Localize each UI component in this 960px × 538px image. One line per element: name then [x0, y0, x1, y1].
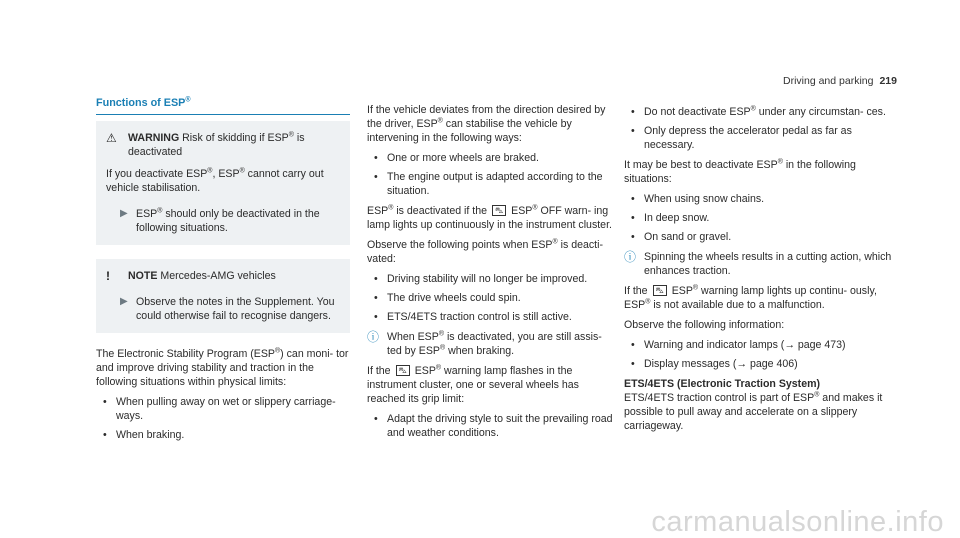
paragraph: Observe the following information: — [624, 319, 785, 331]
warning-heading: WARNING Risk of skidding if ESP® is deactivated — [128, 131, 305, 158]
list-item: • When using snow chains. — [624, 192, 902, 206]
list-item: • When pulling away on wet or slippery carriage- ways. — [96, 395, 350, 423]
list-item: • The drive wheels could spin. — [367, 291, 617, 305]
paragraph: It may be best to deactivate ESP® in the following situations: — [624, 158, 856, 185]
info-note: ⓘ Spinning the wheels results in a cutting action, which enhances traction. — [624, 250, 892, 277]
info-icon: ⓘ — [367, 330, 380, 344]
list-item: • The engine output is adapted according to the situation. — [367, 170, 617, 198]
paragraph: Observe the following points when ESP® is deacti- vated: — [367, 238, 604, 265]
warning-text: If you deactivate ESP®, ESP® cannot carry out vehicle stabilisation. — [106, 167, 324, 194]
list-item: • One or more wheels are braked. — [367, 151, 617, 165]
list-item: • Adapt the driving style to suit the prevailing road and weather conditions. — [367, 412, 617, 440]
deactivated-list — [367, 272, 617, 324]
page-reference-link[interactable]: • Warning and indicator lamps (→ page 473) — [624, 338, 902, 352]
note-step: ▶ Observe the notes in the Supplement. You could otherwise fail to recognise dangers. — [120, 296, 335, 322]
warning-step: ▶ ESP® should only be deactivated in the following situations. — [120, 207, 320, 234]
list-item: • On sand or gravel. — [624, 230, 902, 244]
column-2 — [367, 103, 617, 446]
esp-warning-lamp-icon: ⛍ — [653, 285, 667, 296]
page-number: 219 — [879, 75, 897, 87]
step-arrow-icon: ▶ — [120, 296, 128, 307]
subheading: ETS/4ETS (Electronic Traction System) — [624, 378, 821, 390]
list-item: • When braking. — [96, 428, 350, 442]
paragraph: ETS/4ETS traction control is part of ESP® and makes it possible to pull away and accelerate on a slippery carriageway. — [624, 391, 883, 432]
page-reference-link[interactable]: • Display messages (→ page 406) — [624, 357, 902, 371]
section-name: Driving and parking — [783, 75, 874, 87]
paragraph: If the ⛍ ESP® warning lamp flashes in the instrument cluster, one or several wheels has reached its grip limit: — [367, 364, 579, 405]
paragraph: If the vehicle deviates from the direction desired by the driver, ESP® can stabilise the vehicle by intervening in the following ways: — [367, 104, 606, 144]
warning-box — [96, 121, 350, 245]
deactivation-situations-list — [624, 192, 902, 244]
info-icon: ⓘ — [624, 250, 637, 264]
step-arrow-icon: ▶ — [120, 208, 128, 219]
list-item: • In deep snow. — [624, 211, 902, 225]
list-item: • Driving stability will no longer be improved. — [367, 272, 617, 286]
intro-paragraph: The Electronic Stability Program (ESP®) can moni- tor and improve driving stability and traction in the following situations within physical limits: — [96, 347, 349, 388]
advice-list — [624, 105, 902, 152]
paragraph: ESP® is deactivated if the ⛍ ESP® OFF warn- ing lamp lights up continuously in the instrument cluster. — [367, 204, 612, 231]
page-header — [783, 74, 897, 88]
note-icon: ! — [106, 269, 110, 283]
note-box — [96, 259, 350, 333]
esp-warning-lamp-icon: ⛍ — [396, 365, 410, 376]
watermark: carmanualsonline.info — [651, 506, 944, 538]
reference-list — [624, 338, 902, 371]
section-title: Functions of ESP® — [96, 96, 350, 115]
paragraph: If the ⛍ ESP® warning lamp lights up continu- ously, ESP® is not available due to a malfunction. — [624, 284, 877, 311]
note-heading: NOTE Mercedes-AMG vehicles — [128, 270, 276, 282]
intervention-list — [367, 151, 617, 198]
esp-off-lamp-icon: ⛍ — [492, 205, 506, 216]
list-item: • Do not deactivate ESP® under any circumstan- ces. — [624, 105, 902, 119]
situations-list — [96, 395, 350, 442]
info-note: ⓘ When ESP® is deactivated, you are still assis- ted by ESP® when braking. — [367, 330, 602, 357]
grip-list — [367, 412, 617, 440]
list-item: • Only depress the accelerator pedal as far as necessary. — [624, 124, 902, 152]
list-item: • ETS/4ETS traction control is still active. — [367, 310, 617, 324]
column-1 — [96, 96, 350, 448]
warning-icon: ⚠ — [106, 131, 117, 145]
column-3 — [624, 103, 902, 439]
